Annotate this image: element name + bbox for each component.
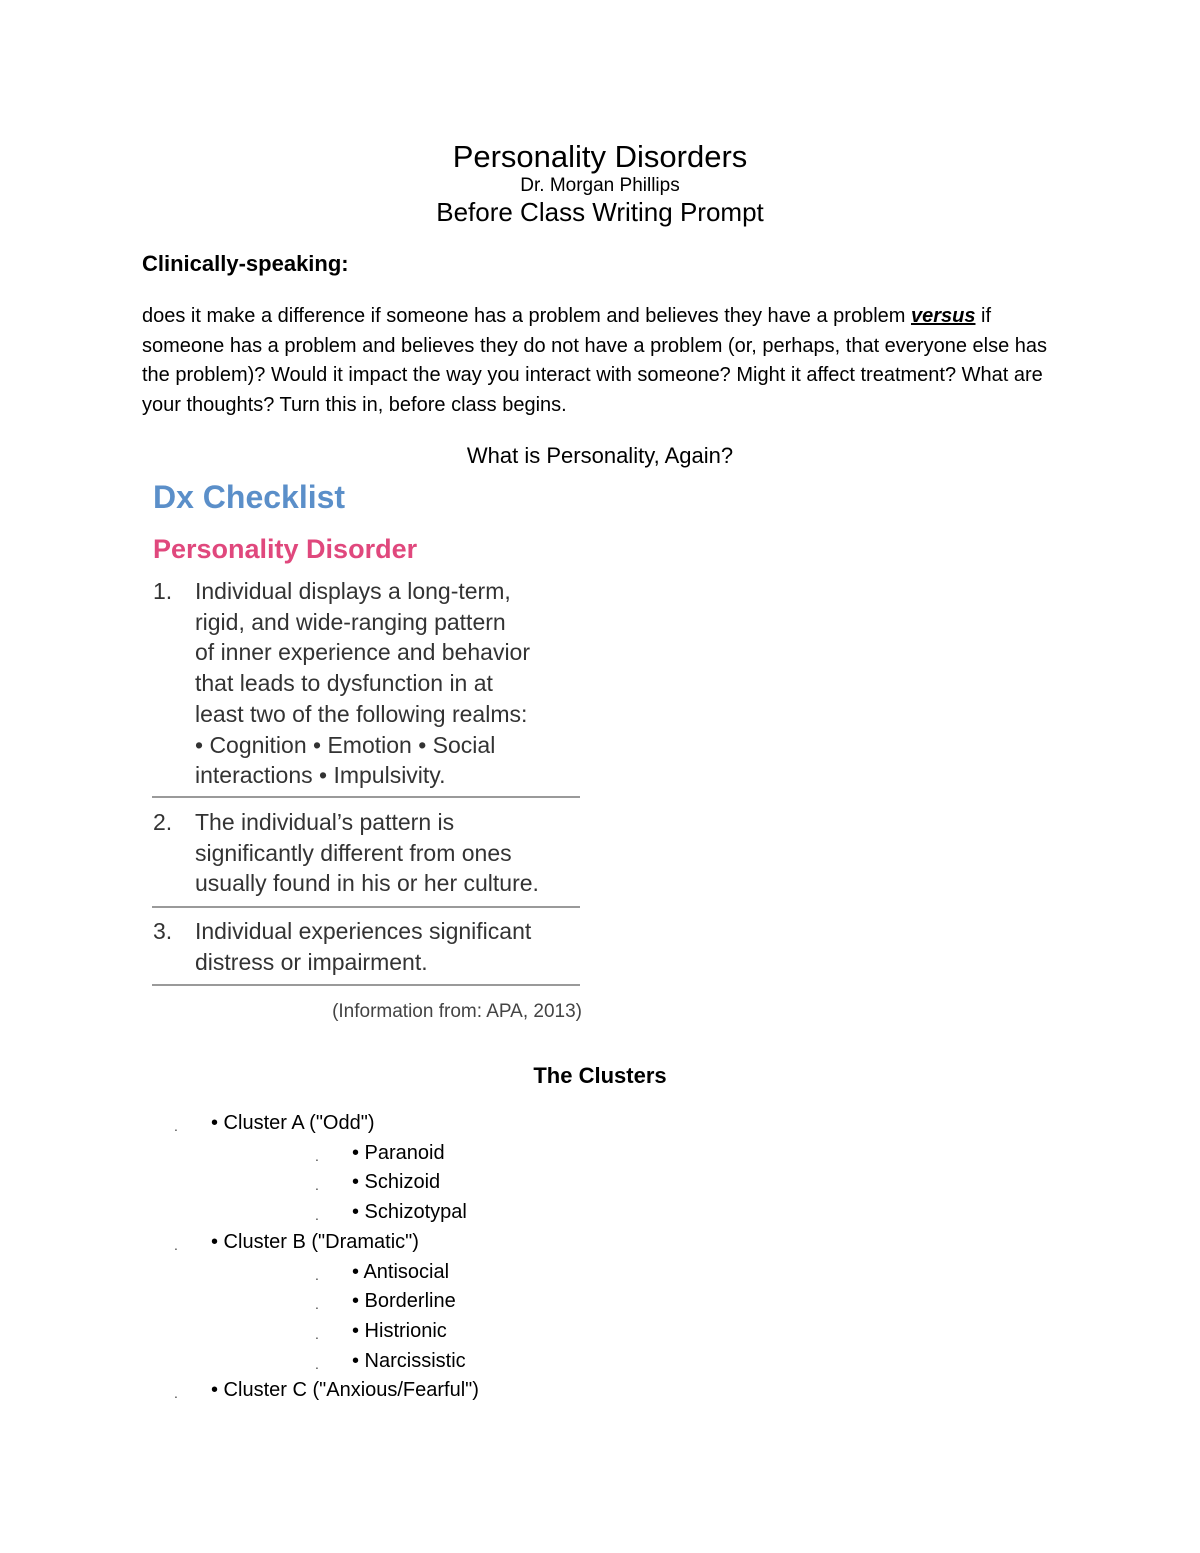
checklist-item-number: 3. [153, 918, 173, 944]
disorder-item: • Schizotypal [352, 1201, 467, 1223]
checklist-item-text [195, 576, 583, 791]
document-title: Personality Disorders [452, 139, 748, 174]
checklist-item-line: significantly different from ones [195, 839, 512, 866]
checklist-item-line: • Cognition • Emotion • Social [195, 731, 496, 758]
disorder-item: • Histrionic [352, 1320, 447, 1342]
list-marker: . [315, 1356, 319, 1372]
checklist-divider [152, 906, 580, 908]
checklist-source: (Information from: APA, 2013) [332, 1001, 582, 1022]
checklist-item-line: that leads to dysfunction in at [195, 670, 493, 697]
checklist-item-line: of inner experience and behavior [195, 639, 531, 666]
checklist-subtitle: Personality Disorder [153, 534, 418, 564]
checklist-item-line: distress or impairment. [195, 948, 428, 975]
prompt-text-after: if someone has a problem and believes they do not have a problem (or, perhaps, that everyone else has the problem)? Would it impact the way you interact with someone? Might it affect treatment? What are your thoughts? Turn this in, before class begins. [142, 305, 1048, 417]
list-marker: . [315, 1207, 319, 1223]
checklist-item-line: least two of the following realms: [195, 700, 528, 727]
list-marker: . [315, 1296, 319, 1312]
checklist-item-text [195, 807, 583, 899]
checklist-item-line: The individual’s pattern is [195, 809, 455, 835]
cluster-item: • Cluster C ("Anxious/Fearful") [211, 1379, 479, 1401]
checklist-item-number: 1. [153, 578, 173, 604]
checklist-item-line: Individual displays a long-term, [195, 578, 511, 604]
checklist-item-text [195, 916, 583, 977]
prompt-text-before: does it make a difference if someone has a problem and believes they have a problem [142, 305, 911, 327]
disorder-item: • Antisocial [352, 1261, 450, 1283]
checklist-item-line: Individual experiences significant [195, 918, 532, 944]
disorder-item: • Schizoid [352, 1171, 441, 1193]
prompt-emphasis: versus [910, 305, 976, 327]
list-marker: . [174, 1237, 178, 1253]
list-marker: . [174, 1118, 178, 1134]
list-marker: . [315, 1326, 319, 1342]
personality-heading: What is Personality, Again? [466, 443, 734, 468]
list-marker: . [315, 1177, 319, 1193]
cluster-item: • Cluster B ("Dramatic") [211, 1231, 419, 1253]
disorder-item: • Narcissistic [352, 1350, 466, 1372]
document-subtitle: Before Class Writing Prompt [436, 197, 764, 227]
checklist-item-line: usually found in his or her culture. [195, 870, 539, 897]
checklist-divider [152, 796, 580, 798]
clusters-heading: The Clusters [533, 1063, 667, 1088]
author-name: Dr. Morgan Phillips [520, 175, 680, 196]
checklist-item-line: interactions • Impulsivity. [195, 762, 446, 789]
prompt-paragraph [142, 302, 1072, 421]
prompt-heading: Clinically-speaking: [142, 251, 349, 276]
checklist-divider [152, 984, 580, 986]
disorder-item: • Borderline [352, 1290, 456, 1312]
checklist-item-line: rigid, and wide-ranging pattern [195, 608, 506, 635]
list-marker: . [315, 1267, 319, 1283]
checklist-title: Dx Checklist [153, 479, 346, 515]
cluster-item: • Cluster A ("Odd") [211, 1112, 375, 1134]
disorder-item: • Paranoid [352, 1142, 445, 1164]
checklist-item-number: 2. [153, 809, 173, 835]
list-marker: . [174, 1385, 178, 1401]
list-marker: . [315, 1148, 319, 1164]
